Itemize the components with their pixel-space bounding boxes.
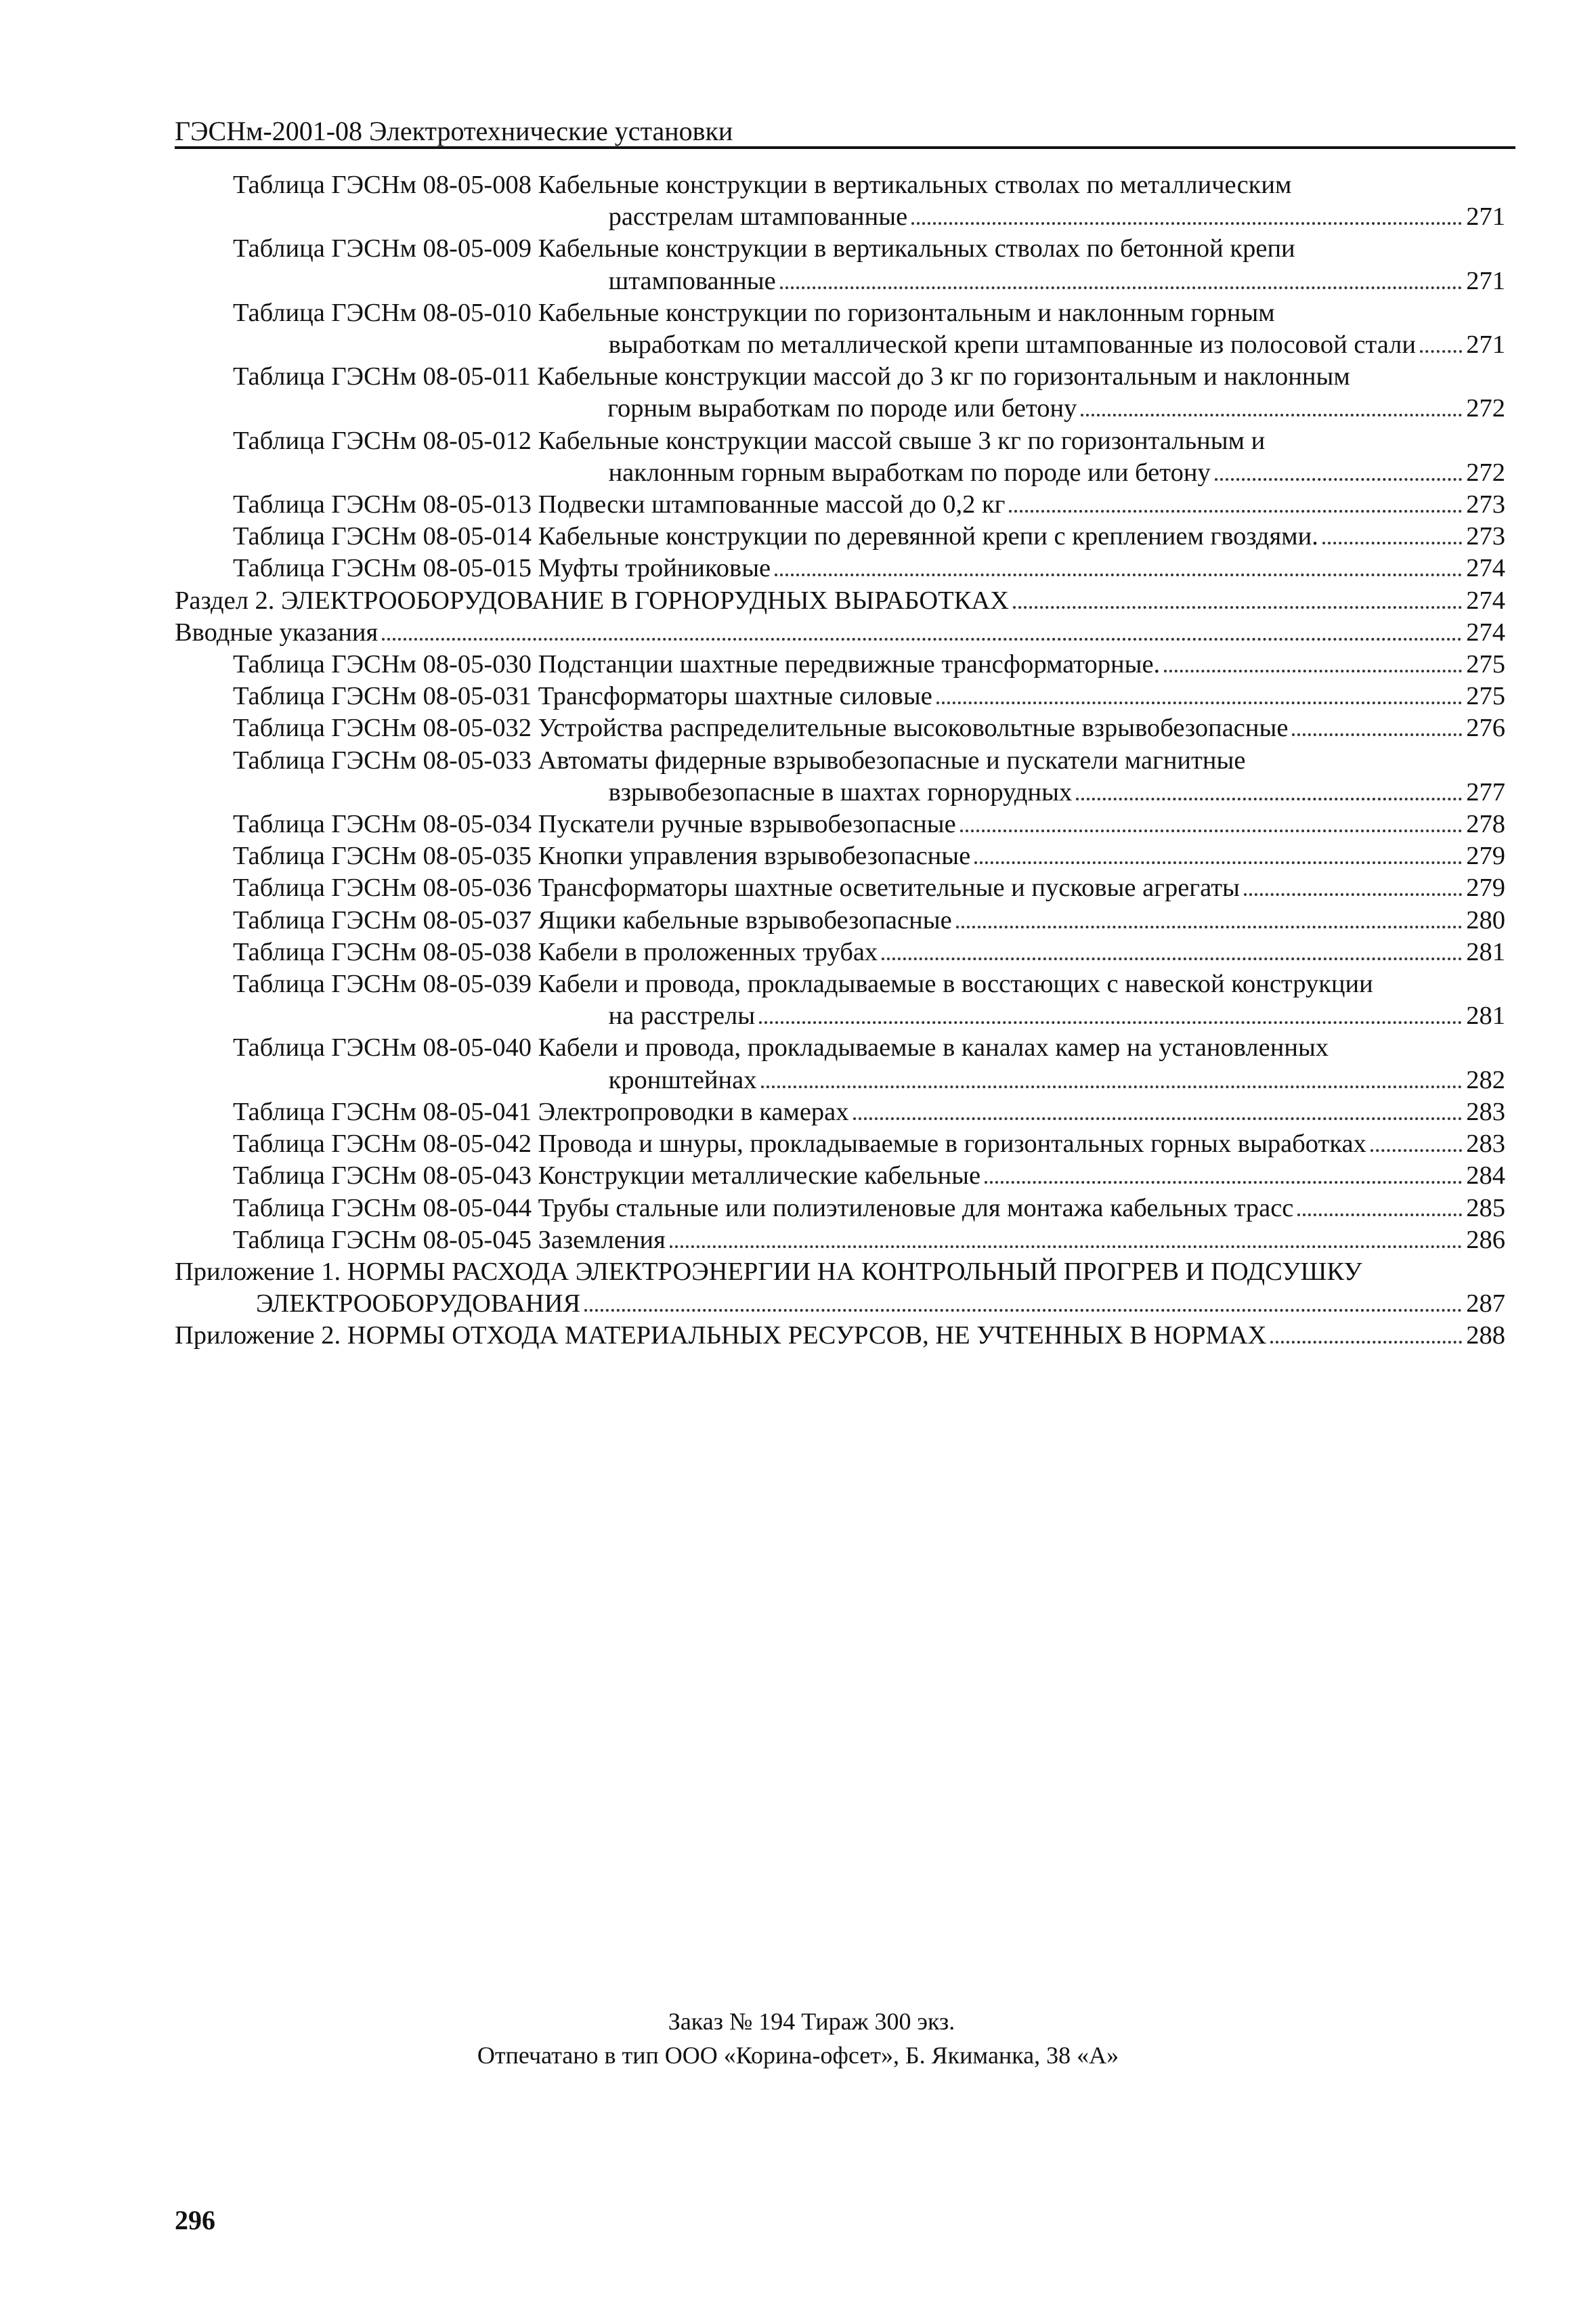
dot-leader (1297, 1214, 1462, 1216)
toc-entry-prefix: Таблица ГЭСНм 08-05-040 (233, 1033, 538, 1063)
dot-leader (960, 830, 1463, 832)
dot-leader (1270, 1341, 1462, 1344)
toc-entry-title: штампованные (608, 266, 776, 295)
dot-leader (1244, 893, 1462, 896)
toc-entry-prefix: Таблица ГЭСНм 08-05-032 (233, 714, 538, 743)
toc-entry-page: 273 (1466, 490, 1505, 519)
toc-entry (175, 1256, 1505, 1320)
toc-entry-title: Подвески штампованные массой до 0,2 кг (538, 490, 1006, 519)
toc-entry-title: Трубы стальные или полиэтиленовые для монтажа кабельных трасс (538, 1193, 1294, 1222)
toc-entry-title: Кабельные конструкции по деревянной крепи с креплением гвоздями. (538, 522, 1318, 551)
toc-entry-prefix: Таблица ГЭСНм 08-05-008 (233, 171, 538, 199)
toc-entry (175, 905, 1505, 937)
page-number: 296 (175, 2205, 215, 2235)
toc-entry-page: 284 (1466, 1161, 1505, 1190)
dot-leader (853, 1117, 1463, 1120)
toc-entry-page: 287 (1466, 1289, 1505, 1318)
toc-entry-prefix: Таблица ГЭСНм 08-05-039 (233, 970, 538, 999)
toc-entry-page: 271 (1466, 330, 1505, 360)
toc-entry-page: 283 (1466, 1130, 1505, 1159)
toc-entry-page: 271 (1466, 202, 1505, 232)
dot-leader (1164, 670, 1462, 672)
dot-leader (911, 222, 1462, 225)
toc-entry-title: Раздел 2. ЭЛЕКТРООБОРУДОВАНИЕ В ГОРНОРУДНЫХ ВЫРАБОТКАХ (175, 586, 1009, 615)
toc-entry-title: Трансформаторы шахтные силовые (538, 682, 932, 711)
toc-entry-title: горным выработкам по породе или бетону (607, 394, 1077, 423)
toc-entry-title: Провода и шнуры, прокладываемые в горизонтальных горных выработках (538, 1130, 1366, 1159)
toc-entry-prefix: Таблица ГЭСНм 08-05-012 (233, 426, 538, 455)
toc-entry-page: 274 (1466, 586, 1505, 615)
toc-entry-page: 281 (1466, 1002, 1505, 1031)
toc-entry-page: 280 (1466, 905, 1505, 935)
header-rule (175, 146, 1515, 149)
toc-entry-title: Кабели в проложенных трубах (538, 937, 878, 966)
toc-entry-title-line: Кабельные конструкции по горизонтальным и наклонным горным (538, 298, 1275, 327)
dot-leader (1371, 1149, 1462, 1152)
toc-entry (175, 1160, 1505, 1192)
toc-entry-page: 279 (1466, 874, 1505, 903)
toc-entry (175, 1320, 1505, 1352)
dot-leader (670, 1245, 1462, 1248)
toc-entry-prefix: Таблица ГЭСНм 08-05-009 (233, 234, 538, 263)
toc-entry-page: 281 (1466, 937, 1505, 966)
toc-entry-title: Электропроводки в камерах (538, 1097, 849, 1126)
toc-entry-title: Приложение 2. НОРМЫ ОТХОДА МАТЕРИАЛЬНЫХ РЕСУРСОВ, НЕ УЧТЕННЫХ В НОРМАХ (175, 1321, 1267, 1350)
toc-entry-prefix: Таблица ГЭСНм 08-05-031 (233, 682, 538, 711)
dot-leader (1081, 414, 1462, 416)
toc-entry-prefix: Таблица ГЭСНм 08-05-013 (233, 490, 538, 519)
toc-entry-title: выработкам по металлической крепи штампованные из полосовой стали (608, 330, 1416, 360)
toc-entry (175, 840, 1505, 872)
toc-entry-title: Кнопки управления взрывобезопасные (538, 842, 971, 871)
toc-entry-page: 282 (1466, 1065, 1505, 1094)
toc-entry-page: 288 (1466, 1321, 1505, 1350)
toc-entry-prefix: Таблица ГЭСНм 08-05-041 (233, 1097, 538, 1126)
toc-entry-prefix: Таблица ГЭСНм 08-05-010 (233, 298, 538, 327)
toc-entry-page: 286 (1466, 1225, 1505, 1254)
toc-entry-prefix: Таблица ГЭСНм 08-05-038 (233, 937, 538, 966)
toc-entry-prefix: Таблица ГЭСНм 08-05-033 (233, 746, 538, 775)
toc-entry-prefix: Таблица ГЭСНм 08-05-034 (233, 810, 538, 839)
toc-entry (175, 521, 1505, 553)
imprint-printer-line: Отпечатано в тип ООО «Корина-офсет», Б. Якиманка, 38 «А» (477, 2042, 1119, 2069)
toc-entry-prefix: Таблица ГЭСНм 08-05-011 (233, 362, 538, 391)
toc-entry (175, 361, 1505, 425)
toc-entry-page: 274 (1466, 618, 1505, 647)
toc-entry-prefix: Таблица ГЭСНм 08-05-035 (233, 842, 538, 871)
toc-entry (175, 297, 1505, 361)
toc-entry-title-line: Кабели и провода, прокладываемые в каналах камер на установленных (538, 1033, 1329, 1063)
toc-entry-page: 275 (1466, 682, 1505, 711)
toc-entry-prefix: Таблица ГЭСНм 08-05-014 (233, 522, 538, 551)
dot-leader (780, 286, 1463, 289)
toc-entry-title: Конструкции металлические кабельные (538, 1161, 981, 1190)
dot-leader (584, 1309, 1462, 1312)
imprint (0, 2004, 1596, 2072)
toc-entry (175, 649, 1505, 681)
toc-entry-title: Заземления (538, 1225, 666, 1254)
toc-entry (175, 1224, 1505, 1256)
toc-entry-title-line: Кабельные конструкции массой свыше 3 кг по горизонтальным и (538, 426, 1266, 455)
toc-entry-title: на расстрелы (608, 1002, 756, 1031)
toc-entry-page: 275 (1466, 650, 1505, 679)
toc-entry (175, 937, 1505, 968)
toc-entry-prefix: Таблица ГЭСНм 08-05-037 (233, 905, 538, 935)
dot-leader (936, 702, 1462, 704)
toc-entry-prefix: Таблица ГЭСНм 08-05-036 (233, 874, 538, 903)
dot-leader (1322, 542, 1462, 544)
toc-entry-prefix: Таблица ГЭСНм 08-05-045 (233, 1225, 538, 1254)
toc-entry (175, 585, 1505, 617)
dot-leader (759, 1021, 1462, 1024)
toc-entry (175, 968, 1505, 1032)
toc-entry-page: 279 (1466, 842, 1505, 871)
toc-entry (175, 233, 1505, 297)
dot-leader (882, 958, 1462, 960)
toc-entry-title: ЭЛЕКТРООБОРУДОВАНИЯ (256, 1289, 581, 1318)
dot-leader (1009, 510, 1462, 513)
toc-entry (175, 617, 1505, 649)
toc-entry (175, 1096, 1505, 1128)
toc-entry (175, 1193, 1505, 1224)
toc-entry-title: взрывобезопасные в шахтах горнорудных (608, 777, 1073, 807)
dot-leader (956, 926, 1463, 928)
toc-entry-page: 278 (1466, 810, 1505, 839)
toc-entry-title: Вводные указания (175, 618, 379, 647)
dot-leader (974, 861, 1462, 864)
toc-entry-page: 283 (1466, 1097, 1505, 1126)
toc-entry-title-line: Кабельные конструкции в вертикальных стволах по металлическим (538, 171, 1292, 199)
toc-entry (175, 1128, 1505, 1160)
toc-entry-page: 271 (1466, 266, 1505, 295)
toc-entry-title: Подстанции шахтные передвижные трансформаторные. (538, 650, 1161, 679)
toc-entry-page: 277 (1466, 777, 1505, 807)
toc-entry-title: кронштейнах (608, 1065, 757, 1094)
toc-entry (175, 872, 1505, 904)
toc-entry-title-line: Приложение 1. НОРМЫ РАСХОДА ЭЛЕКТРОЭНЕРГИИ НА КОНТРОЛЬНЫЙ ПРОГРЕВ И ПОДСУШКУ (175, 1257, 1362, 1286)
toc-entry (175, 553, 1505, 584)
toc-entry-title-line: Автоматы фидерные взрывобезопасные и пускатели магнитные (538, 746, 1246, 775)
toc-entry-page: 285 (1466, 1193, 1505, 1222)
toc-entry-title: Устройства распределительные высоковольтные взрывобезопасные (538, 714, 1289, 743)
dot-leader (1292, 733, 1462, 736)
toc-entry-page: 274 (1466, 554, 1505, 583)
dot-leader (761, 1086, 1463, 1088)
dot-leader (1215, 478, 1463, 481)
toc-entry (175, 681, 1505, 712)
dot-leader (775, 574, 1462, 576)
toc-entry (175, 489, 1505, 521)
dot-leader (985, 1181, 1462, 1184)
running-header: ГЭСНм-2001-08 Электротехнические установки (175, 116, 733, 146)
toc-entry-title: Муфты тройниковые (538, 554, 771, 583)
toc-entry-page: 276 (1466, 714, 1505, 743)
dot-leader (1013, 606, 1462, 609)
toc-entry (175, 809, 1505, 840)
toc-entry-title: Трансформаторы шахтные осветительные и пусковые агрегаты (538, 874, 1240, 903)
toc-entry (175, 1032, 1505, 1096)
toc-entry-prefix: Таблица ГЭСНм 08-05-044 (233, 1193, 538, 1222)
toc-entry-title: наклонным горным выработкам по породе или бетону (608, 458, 1211, 487)
dot-leader (1420, 350, 1462, 353)
toc-entry-page: 272 (1466, 394, 1505, 423)
toc-entry-title-line: Кабельные конструкции массой до 3 кг по горизонтальным и наклонным (537, 362, 1350, 391)
toc-entry-prefix: Таблица ГЭСНм 08-05-015 (233, 554, 538, 583)
toc-entry-title-line: Кабельные конструкции в вертикальных стволах по бетонной крепи (538, 234, 1295, 263)
toc-entry (175, 745, 1505, 809)
toc-entry-title-line: Кабели и провода, прокладываемые в восстающих с навеской конструкции (538, 970, 1373, 999)
toc-entry-title: расстрелам штампованные (608, 202, 908, 232)
toc-entry-prefix: Таблица ГЭСНм 08-05-043 (233, 1161, 538, 1190)
toc-entry-prefix: Таблица ГЭСНм 08-05-030 (233, 650, 538, 679)
toc-entry (175, 169, 1505, 233)
imprint-order-line: Заказ № 194 Тираж 300 экз. (668, 2008, 955, 2035)
toc-entry-prefix: Таблица ГЭСНм 08-05-042 (233, 1130, 538, 1159)
dot-leader (1076, 798, 1462, 800)
toc-entry-page: 272 (1466, 458, 1505, 487)
toc-entry-title: Ящики кабельные взрывобезопасные (538, 905, 952, 935)
dot-leader (382, 638, 1462, 641)
toc-entry-title: Пускатели ручные взрывобезопасные (538, 810, 956, 839)
table-of-contents (175, 169, 1505, 1352)
toc-entry (175, 425, 1505, 489)
toc-entry-page: 273 (1466, 522, 1505, 551)
toc-entry (175, 712, 1505, 744)
